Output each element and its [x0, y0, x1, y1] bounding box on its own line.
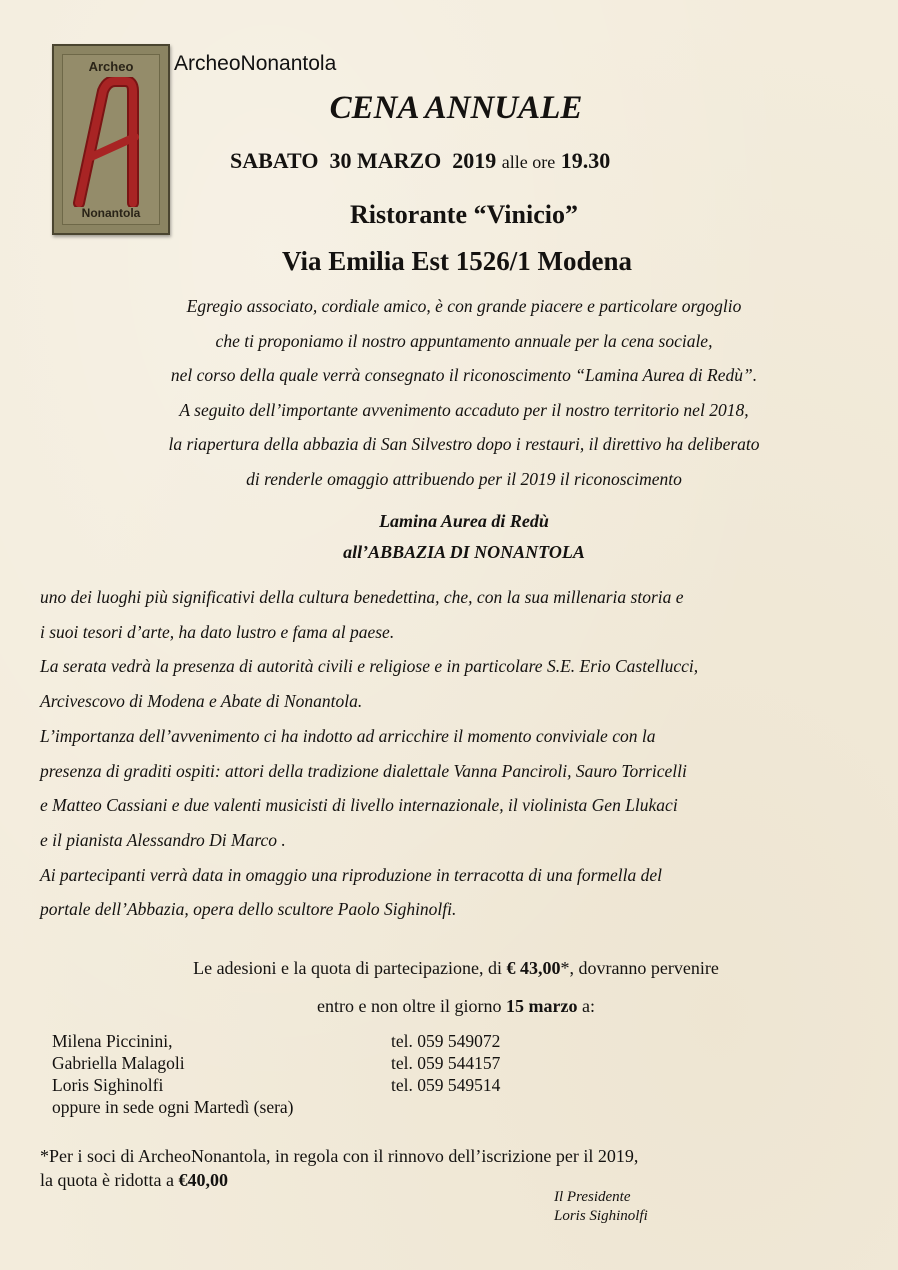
contact-name: oppure in sede ogni Martedì (sera) [52, 1097, 294, 1117]
logo-top-text: Archeo [88, 59, 134, 74]
logo-bottom-text: Nonantola [81, 206, 141, 220]
signature-block [554, 1188, 648, 1226]
registration-line-1 [0, 958, 898, 979]
registration-deadline: 15 marzo [505, 996, 578, 1016]
intro-line: nel corso della quale verrà consegnato il riconoscimento “Lamina Aurea di Redù”. [170, 365, 758, 385]
date-day: 30 MARZO [329, 148, 442, 173]
date-day-label: SABATO [230, 148, 319, 173]
award-recipient: all’ABBAZIA DI NONANTOLA [343, 542, 585, 562]
registration-text: a: [577, 996, 595, 1016]
body-line: Arcivescovo di Modena e Abate di Nonantola. [40, 691, 363, 712]
contact-phone: tel. 059 549514 [391, 1075, 501, 1095]
body-line: La serata vedrà la presenza di autorità civili e religiose e in particolare S.E. Erio Castellucci, [40, 656, 699, 677]
body-paragraph [40, 580, 698, 927]
contact-name: Gabriella Malagoli [52, 1053, 185, 1073]
intro-paragraph [0, 289, 898, 496]
body-line: Ai partecipanti verrà data in omaggio una riproduzione in terracotta di una formella del [40, 864, 663, 885]
organization-name: ArcheoNonantola [174, 52, 337, 75]
intro-line: che ti proponiamo il nostro appuntamento annuale per la cena sociale, [215, 330, 713, 351]
body-line: portale dell’Abbazia, opera dello scultore Paolo Sighinolfi. [40, 899, 457, 920]
event-date [230, 148, 610, 174]
award-block [0, 506, 898, 568]
contact-name: Loris Sighinolfi [52, 1075, 164, 1095]
event-title: CENA ANNUALE [329, 90, 583, 126]
intro-line: di renderle omaggio attribuendo per il 2019 il riconoscimento [246, 468, 682, 489]
registration-price: € 43,00 [506, 958, 561, 978]
contact-phone: tel. 059 544157 [391, 1053, 501, 1073]
intro-line: Egregio associato, cordiale amico, è con grande piacere e particolare orgoglio [186, 296, 742, 316]
body-line: e il pianista Alessandro Di Marco . [40, 829, 286, 850]
date-connector: alle ore [501, 152, 556, 172]
registration-text: entro e non oltre il giorno [317, 996, 506, 1016]
registration-line-2 [0, 996, 898, 1017]
body-line: uno dei luoghi più significativi della cultura benedettina, che, con la sua millenaria storia e [40, 587, 684, 607]
award-name: Lamina Aurea di Redù [379, 511, 549, 531]
registration-text: *, dovranno pervenire [560, 958, 719, 978]
footnote-line: *Per i soci di ArcheoNonantola, in regola con il rinnovo dell’iscrizione per il 2019, [40, 1146, 639, 1166]
member-discount-footnote [40, 1144, 638, 1192]
body-line: presenza di graditi ospiti: attori della tradizione dialettale Vanna Panciroli, Sauro Torricelli [40, 760, 687, 781]
contact-phone: tel. 059 549072 [391, 1031, 501, 1051]
body-line: L’importanza dell’avvenimento ci ha indotto ad arricchire il momento conviviale con la [40, 725, 656, 746]
body-line: e Matteo Cassiani e due valenti musicisti di livello internazionale, il violinista Gen Llukaci [40, 795, 678, 816]
intro-line: la riapertura della abbazia di San Silvestro dopo i restauri, il direttivo ha deliberato [168, 434, 760, 454]
contact-name: Milena Piccinini, [52, 1031, 173, 1051]
date-year: 2019 [452, 148, 497, 173]
signature-name: Loris Sighinolfi [554, 1208, 648, 1224]
venue-name: Ristorante “Vinicio” [350, 200, 578, 229]
footnote-text: la quota è ridotta a [40, 1170, 179, 1190]
venue-address: Via Emilia Est 1526/1 Modena [281, 246, 632, 276]
footnote-line [40, 1168, 638, 1192]
registration-text: Le adesioni e la quota di partecipazione, di [193, 958, 507, 978]
signature-role: Il Presidente [554, 1189, 631, 1205]
body-line: i suoi tesori d’arte, ha dato lustro e fama al paese. [40, 621, 395, 642]
intro-line: A seguito dell’importante avvenimento accaduto per il nostro territorio nel 2018, [179, 399, 749, 420]
reduced-price: €40,00 [178, 1170, 228, 1190]
date-time: 19.30 [560, 148, 611, 173]
